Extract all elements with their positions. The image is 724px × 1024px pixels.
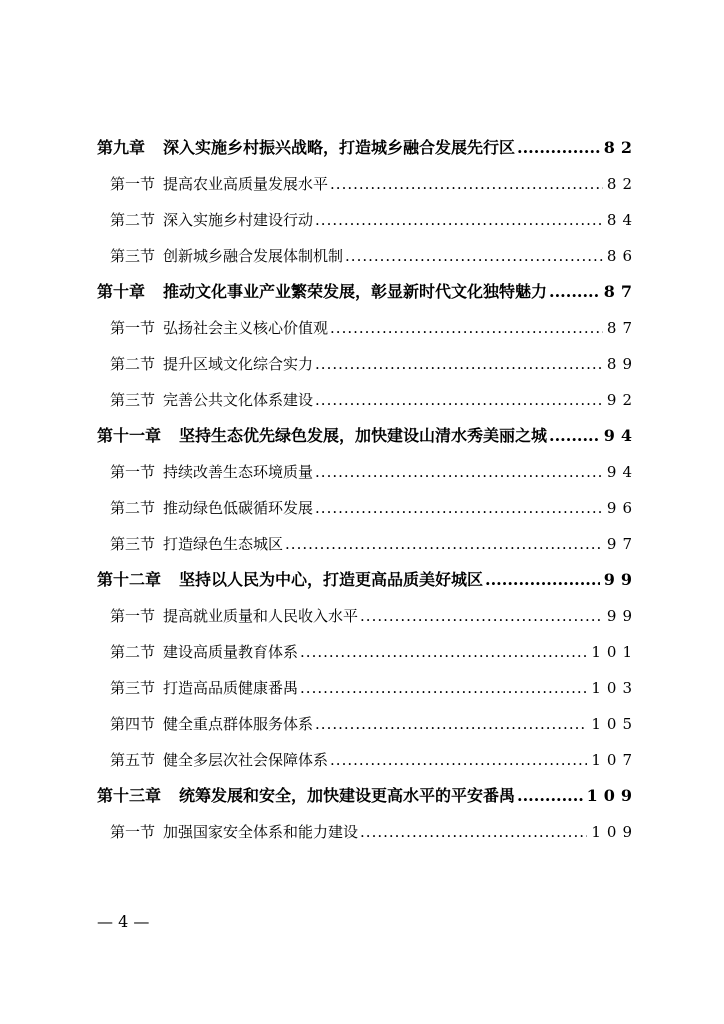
chapter-title: 推动文化事业产业繁荣发展，彰显新时代文化独特魅力 [163,282,548,301]
section-title: 打造高品质健康番禺 [163,679,299,697]
page-number: 103 [591,679,638,697]
dot-leader [330,310,603,346]
section-title: 提升区域文化综合实力 [163,355,314,373]
section-title: 提高农业高质量发展水平 [163,175,329,193]
chapter-title: 坚持以人民为中心，打造更高品质美好城区 [179,570,484,589]
section-label: 第一节 [110,607,156,625]
page-number: 109 [591,823,638,841]
section-label: 第二节 [110,211,156,229]
page-number: 97 [606,535,638,553]
toc-section-entry [97,814,638,850]
section-title: 推动绿色低碳循环发展 [163,499,314,517]
section-title: 持续改善生态环境质量 [163,463,314,481]
section-title: 深入实施乡村建设行动 [163,211,314,229]
section-label: 第五节 [110,751,156,769]
toc-section-entry [97,598,638,634]
page-number: 99 [603,570,638,589]
chapter-title: 统筹发展和安全，加快建设更高水平的平安番禺 [179,786,516,805]
page-number: 94 [603,426,638,445]
page-number: 89 [606,355,638,373]
toc-section-entry [97,634,638,670]
toc-section-entry [97,454,638,490]
chapter-label: 第十三章 [97,786,162,805]
chapter-title: 坚持生态优先绿色发展，加快建设山清水秀美丽之城 [179,426,548,445]
toc-section-entry [97,490,638,526]
toc-section-entry [97,670,638,706]
section-title: 打造绿色生态城区 [163,535,284,553]
dot-leader [315,706,587,742]
dot-leader [360,814,587,850]
dot-leader [360,598,603,634]
table-of-contents [97,130,638,850]
section-title: 加强国家安全体系和能力建设 [163,823,359,841]
dot-leader [315,454,603,490]
dot-leader [549,418,600,454]
page-number: 109 [586,786,638,805]
page-number: 86 [606,247,638,265]
page-number: 94 [606,463,638,481]
page-number: 87 [603,282,638,301]
chapter-label: 第九章 [97,138,146,157]
toc-section-entry [97,238,638,274]
section-label: 第二节 [110,643,156,661]
section-label: 第二节 [110,499,156,517]
page-number: 82 [603,138,638,157]
section-title: 完善公共文化体系建设 [163,391,314,409]
section-title: 健全多层次社会保障体系 [163,751,329,769]
section-label: 第三节 [110,391,156,409]
dot-leader [300,670,587,706]
dot-leader [315,202,603,238]
section-title: 健全重点群体服务体系 [163,715,314,733]
page-number: 96 [606,499,638,517]
page-number: 101 [591,643,638,661]
toc-section-entry [97,310,638,346]
dot-leader [315,490,603,526]
dot-leader [330,166,603,202]
dot-leader [485,562,600,598]
section-title: 创新城乡融合发展体制机制 [163,247,344,265]
toc-section-entry [97,742,638,778]
dot-leader [315,382,603,418]
toc-chapter-entry [97,418,638,454]
page-number: 105 [591,715,638,733]
toc-chapter-entry [97,130,638,166]
page-footer-number: — 4 — [97,912,150,931]
section-label: 第二节 [110,355,156,373]
section-title: 提高就业质量和人民收入水平 [163,607,359,625]
section-label: 第三节 [110,535,156,553]
page-number: 107 [591,751,638,769]
dot-leader [517,778,583,814]
page-number: 82 [606,175,638,193]
page-number: 87 [606,319,638,337]
toc-chapter-entry [97,274,638,310]
chapter-title: 深入实施乡村振兴战略，打造城乡融合发展先行区 [163,138,516,157]
dot-leader [345,238,603,274]
toc-section-entry [97,166,638,202]
dot-leader [517,130,600,166]
toc-section-entry [97,202,638,238]
section-title: 弘扬社会主义核心价值观 [163,319,329,337]
section-label: 第三节 [110,247,156,265]
dot-leader [315,346,603,382]
section-label: 第一节 [110,175,156,193]
page-number: 84 [606,211,638,229]
dot-leader [285,526,603,562]
section-label: 第一节 [110,823,156,841]
toc-section-entry [97,346,638,382]
section-label: 第三节 [110,679,156,697]
section-label: 第一节 [110,463,156,481]
dot-leader [549,274,600,310]
toc-section-entry [97,706,638,742]
chapter-label: 第十章 [97,282,146,301]
toc-section-entry [97,382,638,418]
section-title: 建设高质量教育体系 [163,643,299,661]
chapter-label: 第十一章 [97,426,162,445]
page-number: 99 [606,607,638,625]
toc-chapter-entry [97,562,638,598]
page-number: 92 [606,391,638,409]
chapter-label: 第十二章 [97,570,162,589]
toc-chapter-entry [97,778,638,814]
toc-section-entry [97,526,638,562]
dot-leader [300,634,587,670]
section-label: 第一节 [110,319,156,337]
section-label: 第四节 [110,715,156,733]
dot-leader [330,742,587,778]
